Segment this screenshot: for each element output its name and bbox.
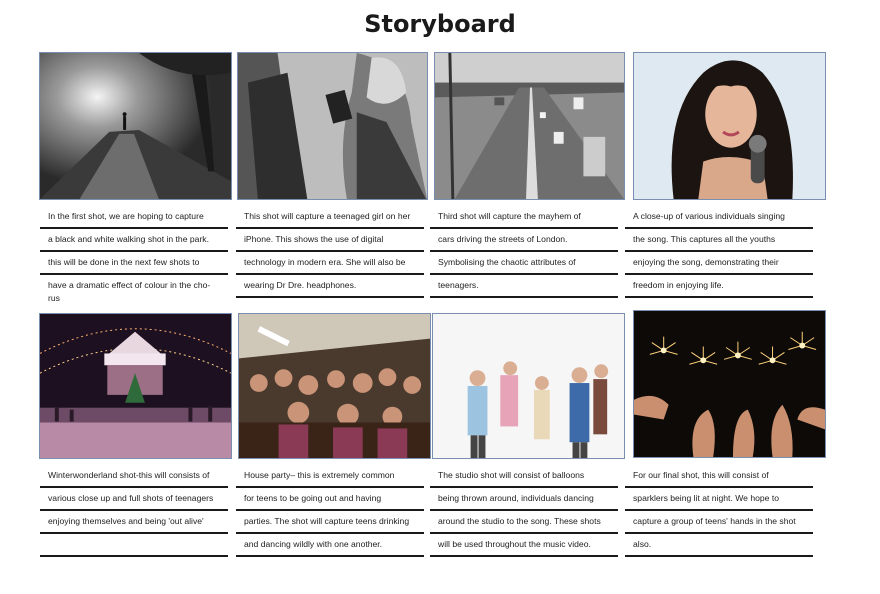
storyboard-image-winter-wonderland	[39, 313, 232, 459]
caption-line: have a dramatic effect of colour in the cho-	[48, 280, 211, 290]
storyboard-caption-7	[430, 465, 618, 557]
storyboard-caption-3	[430, 206, 618, 298]
caption-line: A close-up of various individuals singing	[625, 206, 813, 229]
caption-line	[40, 534, 228, 557]
caption-line: and dancing wildly with one another.	[236, 534, 424, 557]
storyboard-caption-5	[40, 465, 228, 557]
caption-line: wearing Dr Dre. headphones.	[236, 275, 424, 298]
caption-line: various close up and full shots of teenagers	[40, 488, 228, 511]
storyboard-image-singer	[633, 52, 826, 200]
storyboard-caption-4	[625, 206, 813, 298]
caption-line: This shot will capture a teenaged girl on her	[236, 206, 424, 229]
caption-line: parties. The shot will capture teens drinking	[236, 511, 424, 534]
caption-line: a black and white walking shot in the park.	[40, 229, 228, 252]
page-title: Storyboard	[364, 10, 516, 38]
caption-line: Winterwonderland shot-this will consists of	[40, 465, 228, 488]
caption-line: capture a group of teens' hands in the shot	[625, 511, 813, 534]
storyboard-image-house-party	[238, 313, 431, 459]
caption-line: enjoying the song, demonstrating their	[625, 252, 813, 275]
caption-line: In the first shot, we are hoping to capture	[40, 206, 228, 229]
caption-line: freedom in enjoying life.	[625, 275, 813, 298]
caption-line: also.	[625, 534, 813, 557]
caption-line: iPhone. This shows the use of digital	[236, 229, 424, 252]
caption-line: technology in modern era. She will also be	[236, 252, 424, 275]
caption-line: For our final shot, this will consist of	[625, 465, 813, 488]
caption-line: for teens to be going out and having	[236, 488, 424, 511]
caption-line: House party– this is extremely common	[236, 465, 424, 488]
storyboard-caption-6	[236, 465, 424, 557]
storyboard-image-traffic	[434, 52, 625, 200]
storyboard-image-studio-dance	[432, 313, 625, 459]
caption-line: the song. This captures all the youths	[625, 229, 813, 252]
caption-line: sparklers being lit at night. We hope to	[625, 488, 813, 511]
caption-line: being thrown around, individuals dancing	[430, 488, 618, 511]
caption-line: will be used throughout the music video.	[430, 534, 618, 557]
storyboard-image-sparklers	[633, 310, 826, 458]
caption-line: this will be done in the next few shots to	[40, 252, 228, 275]
storyboard-caption-8	[625, 465, 813, 557]
storyboard-caption-2	[236, 206, 424, 298]
caption-line: Third shot will capture the mayhem of	[430, 206, 618, 229]
caption-line: around the studio to the song. These shots	[430, 511, 618, 534]
caption-line: rus	[48, 293, 60, 303]
caption-line: enjoying themselves and being 'out alive'	[40, 511, 228, 534]
caption-line: cars driving the streets of London.	[430, 229, 618, 252]
storyboard-image-park-walk	[39, 52, 232, 200]
storyboard-image-girl-iphone	[237, 52, 428, 200]
caption-line: Symbolising the chaotic attributes of	[430, 252, 618, 275]
caption-line: teenagers.	[430, 275, 618, 298]
caption-line: The studio shot will consist of balloons	[430, 465, 618, 488]
storyboard-caption-1	[40, 206, 228, 304]
